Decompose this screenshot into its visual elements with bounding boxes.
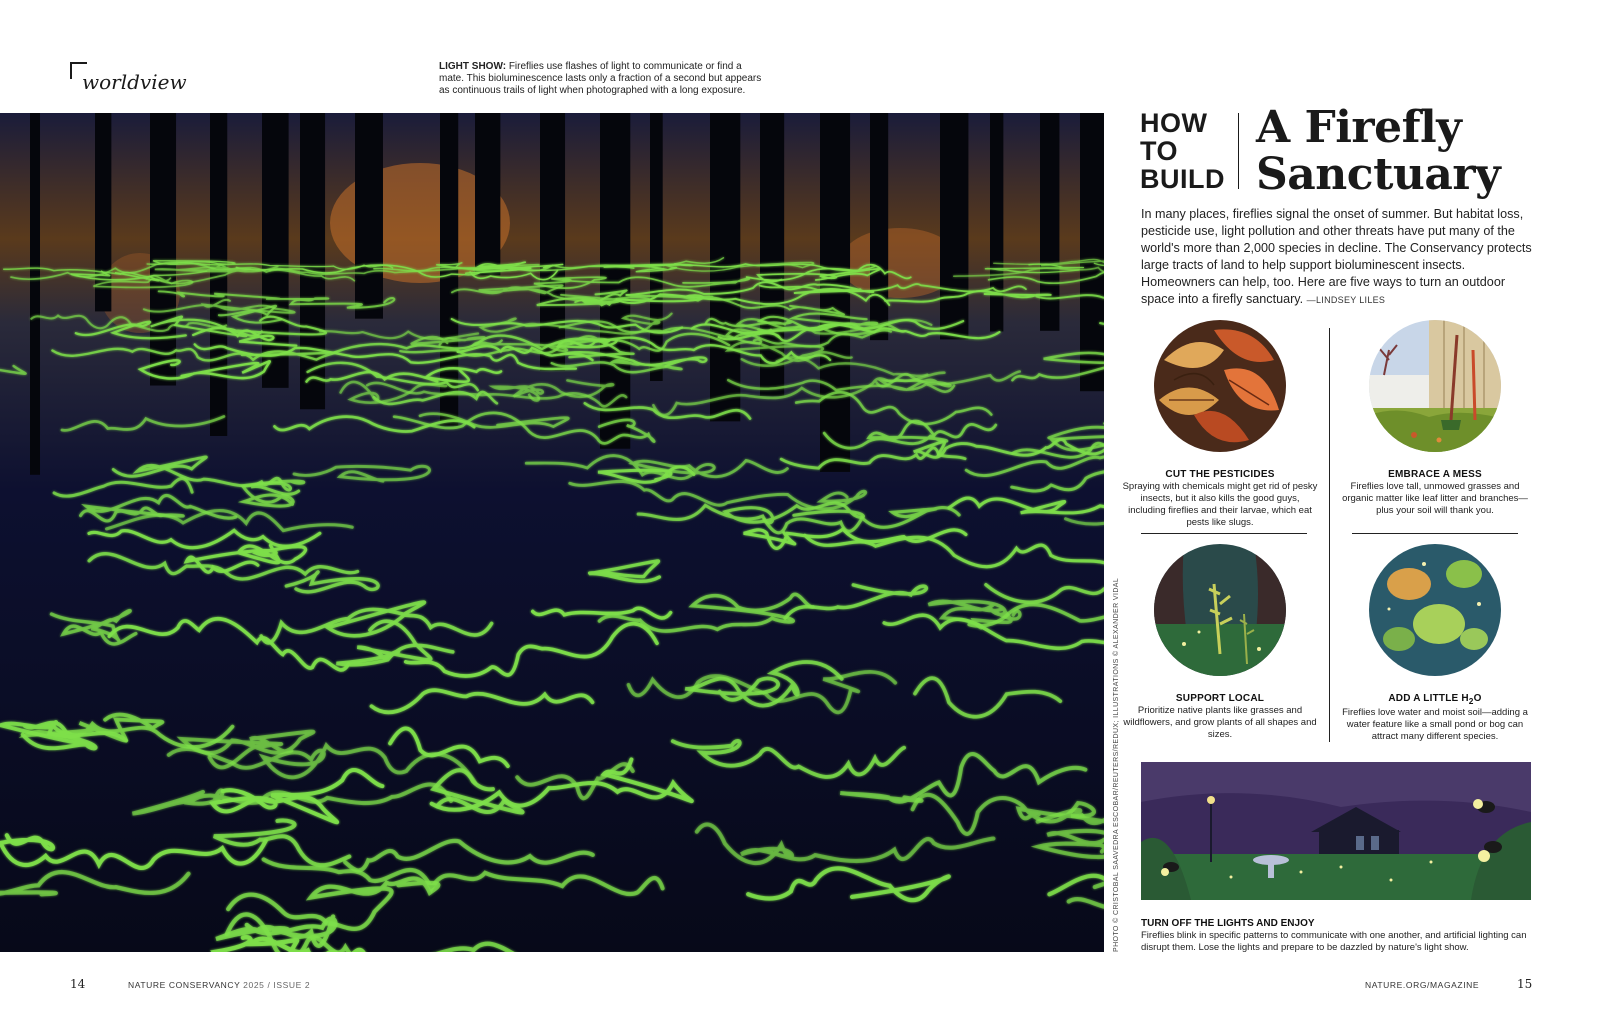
tip-heading-part: ADD A LITTLE H — [1388, 693, 1469, 704]
byline: —LINDSEY LILES — [1306, 295, 1386, 305]
page-title — [1256, 104, 1500, 198]
kicker-line: BUILD — [1140, 164, 1225, 194]
firefly-forest-photo — [0, 113, 1104, 952]
native-plants-icon — [1154, 544, 1286, 676]
final-tip-heading: TURN OFF THE LIGHTS AND ENJOY — [1141, 918, 1315, 929]
tip-add-water — [1337, 544, 1533, 743]
tip-heading: CUT THE PESTICIDES — [1165, 469, 1275, 480]
photo-caption — [439, 61, 769, 97]
night-garden-fireflies-icon — [1141, 762, 1531, 900]
issue-label: 2025 / ISSUE 2 — [243, 980, 311, 990]
intro-text: In many places, fireflies signal the onset of summer. But habitat loss, pesticide use, light pollution and other threats have put many of the world's more than 2,000 species in decline. The Conservancy protects large tracts of land to help support bioluminescent insects. Homeowners can help, too. Here are five ways to turn an outdoor space into a firefly sanctuary. — [1141, 207, 1532, 306]
kicker-line: TO — [1140, 136, 1179, 166]
tree-trunk — [870, 113, 888, 340]
tip-heading-subscript: 2 — [1468, 696, 1474, 706]
tree-trunk — [150, 113, 176, 386]
caption-text: Fireflies use flashes of light to communicate or find a mate. This bioluminescence lasts only a fraction of a second but appears as continuous trails of light when photographed with a long exposure. — [439, 61, 762, 96]
tip-heading-part: O — [1473, 693, 1482, 704]
tree-trunk — [540, 113, 565, 371]
title-line-2: Sanctuary — [1256, 149, 1501, 200]
title-line-1: A Firefly — [1256, 102, 1462, 153]
caption-lead: LIGHT SHOW: — [439, 61, 507, 72]
firefly-trails-image — [0, 113, 1104, 952]
tree-trunk — [940, 113, 968, 339]
tip-heading: EMBRACE A MESS — [1388, 469, 1482, 480]
section-label: worldview — [82, 70, 187, 94]
tree-trunk — [650, 113, 663, 381]
tip-body: Prioritize native plants like grasses and wildflowers, and grow plants of all shapes and sizes. — [1123, 705, 1317, 740]
tip-heading — [1337, 693, 1533, 706]
title-divider — [1238, 113, 1239, 189]
tree-trunk — [990, 113, 1003, 331]
tree-trunk — [475, 113, 500, 275]
magazine-title: NATURE CONSERVANCY — [128, 980, 241, 990]
grid-horizontal-divider — [1141, 533, 1307, 534]
title-kicker — [1140, 110, 1225, 194]
tip-body: Fireflies love tall, unmowed grasses and organic matter like leaf litter and branches—plus your soil will thank you. — [1342, 481, 1528, 516]
tip-body: Fireflies love water and moist soil—adding a water feature like a small pond or bog can attract many different species. — [1342, 707, 1528, 742]
magazine-url: NATURE.ORG/MAGAZINE — [1365, 980, 1480, 990]
page-number-left: 14 — [70, 977, 86, 991]
tip-support-local — [1122, 544, 1318, 741]
tree-trunk — [262, 113, 289, 388]
tip-embrace-mess — [1337, 320, 1533, 517]
garden-tools-icon — [1369, 320, 1501, 452]
tip-cut-pesticides — [1122, 320, 1318, 529]
final-tip-body: Fireflies blink in specific patterns to communicate with one another, and artificial lighting can disrupt them. Lose the lights and prepare to be dazzled by nature's light show. — [1141, 930, 1527, 953]
tree-trunk — [1080, 113, 1104, 391]
intro-paragraph — [1141, 206, 1541, 309]
tip-body: Spraying with chemicals might get rid of pesky insects, but it also kills the good guys, including fireflies and their larvae, which eat pests like slugs. — [1122, 481, 1318, 528]
magazine-name — [128, 980, 310, 990]
tree-trunk — [355, 113, 383, 319]
page-number-right: 15 — [1517, 977, 1533, 991]
autumn-leaves-icon — [1154, 320, 1286, 452]
tip-heading: SUPPORT LOCAL — [1175, 693, 1265, 704]
grid-vertical-divider — [1329, 328, 1330, 742]
tree-trunk — [30, 113, 40, 475]
kicker-line: HOW — [1140, 108, 1208, 138]
photo-credit: PHOTO © CRISTOBAL SAAVEDRA ESCOBAR/REUTERS/REDUX; ILLUSTRATIONS © ALEXANDER VIDAL — [1113, 577, 1120, 952]
grid-horizontal-divider — [1352, 533, 1518, 534]
lily-pond-icon — [1369, 544, 1501, 676]
